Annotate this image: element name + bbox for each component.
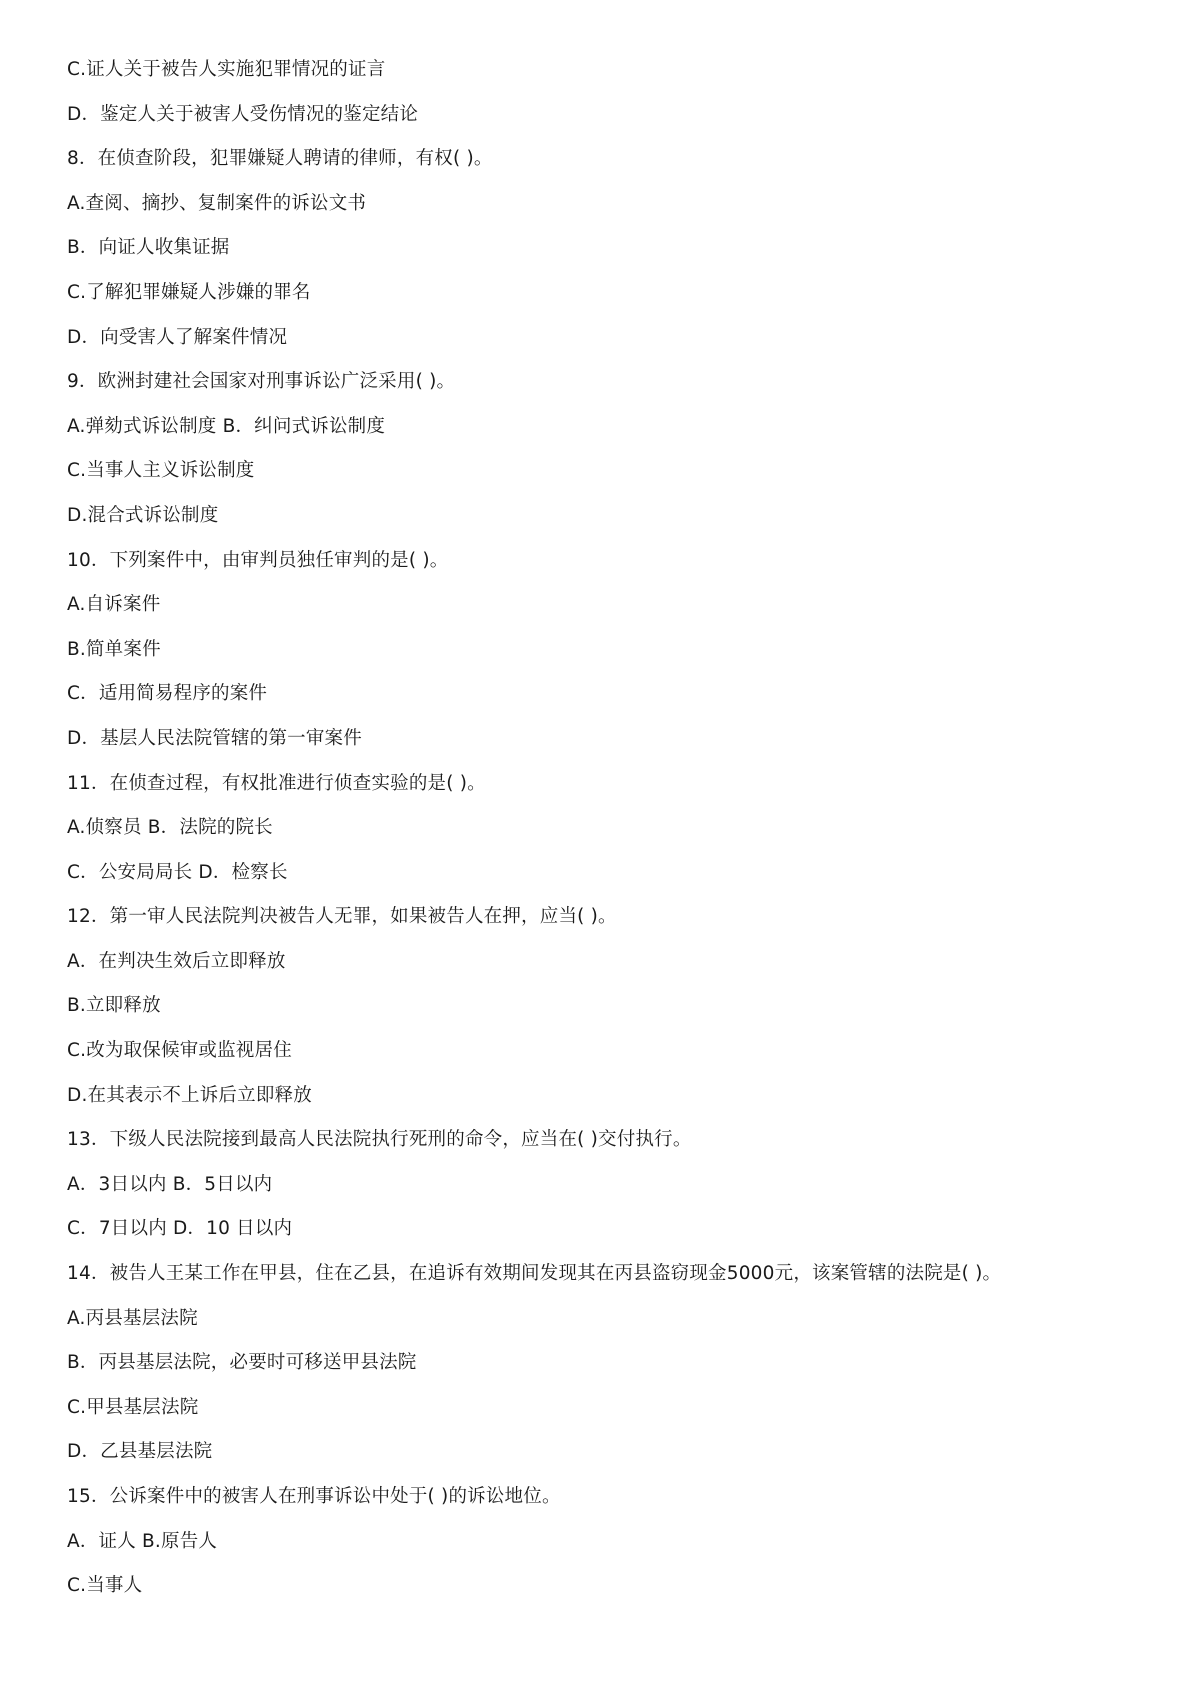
option-line: C.证人关于被告人实施犯罪情况的证言 (67, 59, 386, 80)
option-line: B.简单案件 (67, 638, 161, 660)
question-line: 13．下级人民法院接到最高人民法院执行死刑的命令，应当在( )交付执行。 (67, 1129, 692, 1151)
option-line: C.了解犯罪嫌疑人涉嫌的罪名 (67, 281, 311, 303)
question-line: 10．下列案件中，由审判员独任审判的是( )。 (67, 549, 449, 571)
option-line: A．证人 B.原告人 (67, 1530, 218, 1552)
option-line: B.立即释放 (67, 995, 161, 1017)
option-line: D.在其表示不上诉后立即释放 (67, 1084, 312, 1106)
option-line: C．适用简易程序的案件 (67, 683, 268, 705)
option-line: B．向证人收集证据 (67, 237, 230, 259)
option-line: B．丙县基层法院，必要时可移送甲县法院 (67, 1352, 417, 1374)
option-line: C.改为取保候审或监视居住 (67, 1040, 292, 1062)
option-line: A．3日以内 B．5日以内 (67, 1173, 273, 1195)
option-line: D．乙县基层法院 (67, 1441, 213, 1463)
option-line: D．鉴定人关于被害人受伤情况的鉴定结论 (67, 103, 419, 125)
question-line: 15．公诉案件中的被害人在刑事诉讼中处于( )的诉讼地位。 (67, 1486, 561, 1507)
option-line: D．基层人民法院管辖的第一审案件 (67, 727, 362, 749)
option-line: A.侦察员 B．法院的院长 (67, 817, 273, 839)
option-line: A.查阅、摘抄、复制案件的诉讼文书 (67, 192, 367, 214)
option-line: C．公安局局长 D．检察长 (67, 861, 288, 883)
option-line: C．7日以内 D．10 日以内 (67, 1218, 293, 1240)
option-line: C.当事人主义诉讼制度 (67, 460, 255, 482)
question-line: 12．第一审人民法院判决被告人无罪，如果被告人在押，应当( )。 (67, 906, 617, 928)
option-line: C.甲县基层法院 (67, 1396, 199, 1418)
option-line: A．在判决生效后立即释放 (67, 950, 286, 972)
option-line: D．向受害人了解案件情况 (67, 326, 288, 348)
option-line: C.当事人 (67, 1575, 143, 1597)
option-line: A.弹劾式诉讼制度 B．纠问式诉讼制度 (67, 415, 386, 437)
option-line: A.自诉案件 (67, 594, 161, 616)
question-list (67, 54, 1127, 1615)
question-line: 8．在侦查阶段，犯罪嫌疑人聘请的律师，有权( )。 (67, 148, 493, 170)
option-line: D.混合式诉讼制度 (67, 504, 219, 526)
question-line: 11．在侦查过程，有权批准进行侦查实验的是( )。 (67, 772, 486, 794)
question-line: 9．欧洲封建社会国家对刑事诉讼广泛采用( )。 (67, 371, 456, 393)
question-line: 14．被告人王某工作在甲县，住在乙县，在追诉有效期间发现其在丙县盗窃现金5000元，该案管辖的法院是( )。 (67, 1263, 1002, 1285)
option-line: A.丙县基层法院 (67, 1307, 198, 1329)
